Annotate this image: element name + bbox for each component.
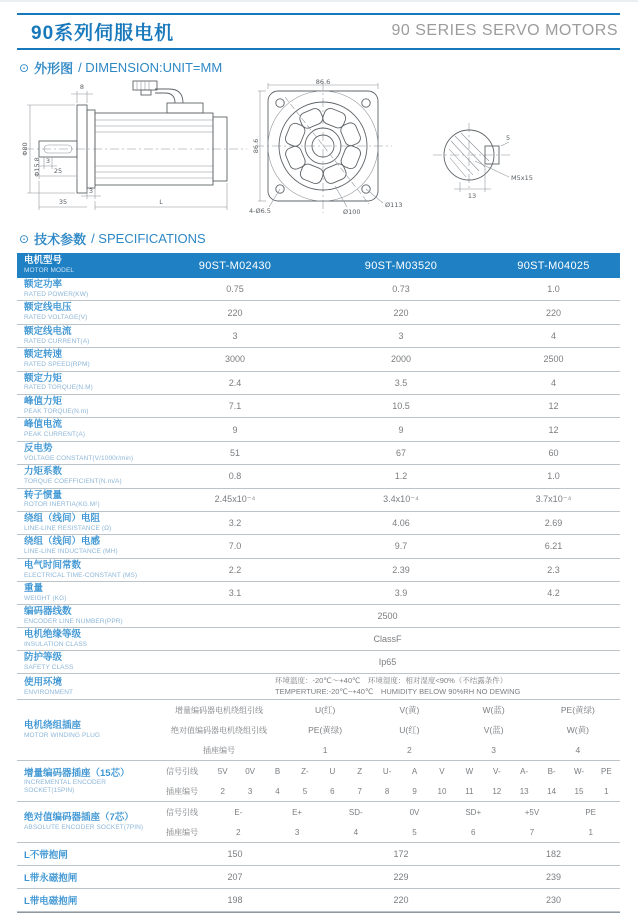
winding-lead: U(红) xyxy=(314,705,336,716)
signal-name: 0V xyxy=(409,807,420,817)
pin-number: 8 xyxy=(384,786,390,796)
spec-label-cn: 编码器线数 xyxy=(24,606,72,618)
spec-value: 3.9 xyxy=(394,588,408,599)
absolute-signal-row xyxy=(155,802,620,822)
spec-row-rated-speed xyxy=(17,348,620,371)
pin-number: 5 xyxy=(412,827,417,837)
spec-value: 2.45x10⁻⁴ xyxy=(214,494,256,505)
pin-number: 3 xyxy=(247,786,253,796)
absolute-pin-row xyxy=(155,822,620,842)
spec-label-en: ENCODER LINE NUMBER(PPR) xyxy=(24,618,123,626)
spec-label-en: SAFETY CLASS xyxy=(24,664,74,672)
spec-value: 10.5 xyxy=(392,401,410,412)
winding-row-pin-numbers xyxy=(155,740,620,760)
signal-name: E+ xyxy=(292,807,303,817)
section-dimension-heading xyxy=(19,58,620,77)
spec-label-en: ENVIRONMENT xyxy=(24,688,74,696)
spec-row-winding-plug xyxy=(17,700,620,761)
signal-name: SD- xyxy=(348,807,363,817)
dia-100-label: Ø100 xyxy=(343,208,361,216)
model-name: 90ST-M04025 xyxy=(517,259,590,272)
signal-name: 0V xyxy=(245,766,255,776)
spec-label-en: PEAK TORQUE(N.m) xyxy=(24,407,89,415)
length-row-no-brake xyxy=(17,843,620,866)
pin-number: 7 xyxy=(529,827,535,837)
spec-label-cn: 转子惯量 xyxy=(24,489,63,501)
spec-value: 3.1 xyxy=(228,588,242,599)
spec-label-cn: 峰值电流 xyxy=(24,419,63,431)
spec-label-en: RATED POWER(KW) xyxy=(24,290,89,298)
signal-name: U- xyxy=(382,766,392,776)
environment-conditions xyxy=(155,676,620,698)
spec-value-merged: Ip65 xyxy=(378,657,397,668)
spec-value: 0.73 xyxy=(392,284,410,295)
spec-label-en: VOLTAGE CONSTANT(V/1000r/min) xyxy=(24,454,134,462)
spec-label-cn: 力矩系数 xyxy=(24,466,63,478)
spec-value: 0.8 xyxy=(228,471,242,482)
signal-name: Z- xyxy=(301,766,309,776)
spec-row-rated-current xyxy=(17,325,620,348)
page-title-cn: 90系列伺服电机 xyxy=(31,22,175,44)
spec-row-insulation-class xyxy=(17,628,620,651)
spec-value: 1.0 xyxy=(547,471,560,482)
signal-row-label: 信号引线 xyxy=(166,766,198,776)
spec-row-line-inductance xyxy=(17,535,620,558)
dim-dia80-label: Φ80 xyxy=(21,142,29,156)
spec-value-merged: 2500 xyxy=(377,611,398,622)
length-value: 207 xyxy=(227,872,243,883)
spec-row-peak-torque xyxy=(17,395,620,418)
spec-row-rated-power xyxy=(17,278,620,301)
length-value: 150 xyxy=(227,849,243,860)
spec-value: 220 xyxy=(545,307,562,318)
spec-label-en: LINE-LINE INDUCTANCE (MH) xyxy=(24,548,118,556)
signal-row-label: 信号引线 xyxy=(166,807,198,817)
signal-name: A- xyxy=(520,766,529,776)
spec-label-cn: 绕组（线间）电阻 xyxy=(24,512,101,524)
spec-value: 4.2 xyxy=(547,588,560,599)
dim-dia15-label: Φ15.8 xyxy=(33,157,41,177)
spec-row-rotor-inertia xyxy=(17,489,620,512)
dim-3b-label: 3 xyxy=(88,187,94,195)
pin-number: 7 xyxy=(357,786,362,796)
pin-number: 14 xyxy=(547,786,557,796)
pin-number: 11 xyxy=(465,786,474,796)
pin-number: 6 xyxy=(330,786,335,796)
spec-value: 2.3 xyxy=(547,564,560,575)
signal-name: W xyxy=(465,766,474,776)
spec-label-en: RATED CURRENT(A) xyxy=(24,337,90,345)
spec-label-cn: 防护等级 xyxy=(24,652,63,664)
spec-row-absolute-socket xyxy=(17,802,620,843)
signal-name: V- xyxy=(492,766,501,776)
spec-label-cn: 绕组（线间）电感 xyxy=(24,536,101,548)
signal-name: 5V xyxy=(217,766,228,776)
signal-name: PE xyxy=(601,766,612,776)
spec-label-cn: 额定功率 xyxy=(24,279,63,290)
section-specs-heading xyxy=(19,229,620,248)
spec-label-en: ROTOR INERTIA(KG.M²) xyxy=(24,501,100,509)
winding-pin: 4 xyxy=(575,745,581,756)
spec-label-en: PEAK CURRENT(A) xyxy=(24,431,86,439)
specifications-table xyxy=(17,253,620,913)
pin-number: 1 xyxy=(604,786,609,796)
spec-value: 6.21 xyxy=(544,541,563,552)
spec-value: 4 xyxy=(550,330,556,341)
spec-row-encoder-lines xyxy=(17,605,620,628)
winding-pin: 2 xyxy=(407,745,412,756)
model-name: 90ST-M03520 xyxy=(364,259,438,272)
length-value: 230 xyxy=(545,895,562,906)
winding-pin: 1 xyxy=(322,745,328,756)
signal-name: SD+ xyxy=(465,807,482,817)
spec-row-rated-voltage xyxy=(17,301,620,324)
spec-label-cn: 额定线电压 xyxy=(24,302,72,314)
spec-value: 3 xyxy=(232,330,238,341)
tap-label: M5x15 xyxy=(511,174,533,182)
spec-label-en: RATED VOLTAGE(V) xyxy=(24,314,88,322)
spec-row-safety-class xyxy=(17,651,620,674)
length-row-permanent-magnet-brake xyxy=(17,866,620,889)
spec-label-en: RATED TORQUE(N.M) xyxy=(24,384,93,392)
page-scan-edge xyxy=(0,0,638,2)
page-title-en: 90 SERIES SERVO MOTORS xyxy=(391,22,618,39)
signal-name: W- xyxy=(573,766,585,776)
winding-lead: W(蓝) xyxy=(482,705,505,716)
spec-value: 3 xyxy=(398,330,404,341)
winding-lead: PE(黄绿) xyxy=(560,705,595,716)
length-value: 229 xyxy=(393,872,409,883)
pin-number: 4 xyxy=(275,786,280,796)
spec-value: 2.4 xyxy=(228,377,242,388)
key-13-label: 13 xyxy=(467,192,477,200)
section-specs-en: / SPECIFICATIONS xyxy=(91,231,206,246)
spec-value: 60 xyxy=(548,447,559,458)
winding-row-label: 绝对值编码器电机绕组引线 xyxy=(171,725,267,735)
length-row-label: L不带抱闸 xyxy=(24,850,68,862)
key-5-label: 5 xyxy=(506,134,511,142)
spec-label-cn: 重量 xyxy=(24,583,44,595)
spec-value: 7.0 xyxy=(228,541,242,552)
pin-number: 5 xyxy=(302,786,308,796)
spec-row-line-resistance xyxy=(17,512,620,535)
incremental-pin-row xyxy=(155,781,620,801)
winding-row-label: 增量编码器电机绕组引线 xyxy=(175,705,263,715)
spec-value: 9.7 xyxy=(394,541,408,552)
spec-value: 1.0 xyxy=(547,284,560,295)
spec-value: 3.4x10⁻⁴ xyxy=(383,494,419,505)
dim-86-left-label: 86.6 xyxy=(252,138,260,154)
spec-label-cn: 绝对值编码器插座（7芯） xyxy=(24,812,134,824)
spec-value: 12 xyxy=(548,401,559,412)
spec-label-en: INSULATION CLASS xyxy=(24,641,88,649)
spec-row-torque-coefficient xyxy=(17,465,620,488)
environment-line-en: TEMPERTURE:-20℃~+40℃ HUMIDITY BELOW 90%RH NO DEWING xyxy=(275,686,521,696)
pin-number: 2 xyxy=(236,827,241,837)
dim-35-label: 35 xyxy=(58,198,68,206)
spec-value: 3.2 xyxy=(228,518,242,529)
winding-lead: V(黄) xyxy=(399,705,420,716)
spec-value: 9 xyxy=(232,424,238,435)
pin-number: 10 xyxy=(437,786,447,796)
dim-86-top-label: 86.6 xyxy=(315,79,331,86)
spec-label-en: MOTOR WINDING PLUG xyxy=(24,732,101,740)
spec-value: 12 xyxy=(548,424,559,435)
spec-value: 4.06 xyxy=(392,518,410,529)
spec-value: 2000 xyxy=(390,354,412,365)
spec-value: 4 xyxy=(550,377,556,388)
catalog-page xyxy=(0,13,638,913)
spec-value: 51 xyxy=(229,447,240,458)
model-name: 90ST-M02430 xyxy=(198,259,272,272)
incremental-signal-row xyxy=(155,761,620,781)
spec-value: 2.39 xyxy=(392,564,410,575)
winding-pin: 3 xyxy=(491,745,496,756)
dia-113-label: Ø113 xyxy=(385,201,403,209)
spec-label-cn: 使用环境 xyxy=(24,676,63,688)
pin-number: 6 xyxy=(471,827,476,837)
section-specs-cn: 技术参数 xyxy=(34,232,87,247)
signal-name: +5V xyxy=(524,807,540,817)
holes-label: 4-Ø6.5 xyxy=(249,207,271,215)
spec-row-incremental-socket xyxy=(17,761,620,802)
winding-row-incremental-leads xyxy=(155,700,620,720)
bullet-icon: ⊙ xyxy=(19,231,30,246)
spec-label-en: ABSOLUTE ENCODER SOCKET(7PIN) xyxy=(24,824,144,832)
spec-label-cn: 额定力矩 xyxy=(24,372,63,384)
signal-name: U xyxy=(329,766,336,776)
pin-row-label: 插座编号 xyxy=(166,786,198,796)
bullet-icon: ⊙ xyxy=(19,60,30,75)
header-label-en: MOTOR MODEL xyxy=(24,267,75,275)
length-value: 239 xyxy=(545,872,562,883)
pin-number: 12 xyxy=(492,786,502,796)
spec-value: 0.75 xyxy=(226,284,244,295)
signal-name: PE xyxy=(585,807,596,817)
spec-value: 2.69 xyxy=(544,518,563,529)
spec-label-cn: 电机绕组插座 xyxy=(24,720,82,732)
length-value: 172 xyxy=(393,849,409,860)
signal-name: Z xyxy=(357,766,363,776)
spec-value: 3.7x10⁻⁴ xyxy=(535,494,572,505)
length-row-electromagnetic-brake xyxy=(17,889,620,912)
spec-label-cn: 电气时间常数 xyxy=(24,559,82,571)
section-dimension-cn: 外形图 xyxy=(34,61,74,76)
section-dimension-en: / DIMENSION:UNIT=MM xyxy=(78,60,223,75)
header-label-cn: 电机型号 xyxy=(24,255,63,267)
spec-row-weight xyxy=(17,582,620,605)
spec-label-cn: 峰值力矩 xyxy=(24,395,63,407)
signal-name: A xyxy=(411,766,418,776)
spec-value: 67 xyxy=(395,447,406,458)
spec-label-cn: 反电势 xyxy=(24,442,53,454)
spec-label-cn: 增量编码器插座（15芯） xyxy=(24,767,130,779)
pin-number: 4 xyxy=(353,827,359,837)
page-header xyxy=(17,13,620,50)
pin-number: 2 xyxy=(220,786,225,796)
spec-label-en: ELECTRICAL TIME-CONSTANT (MS) xyxy=(24,571,138,579)
spec-value: 220 xyxy=(393,307,409,318)
winding-lead: PE(黄绿) xyxy=(308,725,343,736)
spec-label-en: INCREMENTAL ENCODER SOCKET(15PIN) xyxy=(24,779,107,794)
dimension-drawing xyxy=(17,79,620,221)
pin-number: 15 xyxy=(574,786,584,796)
spec-value: 220 xyxy=(227,307,243,318)
signal-name: V xyxy=(439,766,445,776)
signal-name: B xyxy=(274,766,281,776)
winding-row-absolute-leads xyxy=(155,720,620,740)
pin-number: 3 xyxy=(294,827,300,837)
dim-8-label: 8 xyxy=(79,83,85,91)
length-row-label: L带电磁抱闸 xyxy=(24,896,78,908)
spec-row-environment xyxy=(17,674,620,700)
spec-value: 2.2 xyxy=(228,564,242,575)
spec-label-en: WEIGHT (KG) xyxy=(24,595,67,602)
length-value: 220 xyxy=(393,895,409,906)
winding-lead: W(黄) xyxy=(566,725,589,736)
signal-name: B- xyxy=(547,766,556,776)
spec-value: 1.2 xyxy=(394,471,408,482)
dim-3a-label: 3 xyxy=(45,157,51,165)
spec-value: 3.5 xyxy=(394,377,408,388)
length-row-label: L带永磁抱闸 xyxy=(24,873,78,885)
environment-line-cn: 环境温度：-20℃～+40℃ 环境湿度：相对湿度<90%（不结露条件） xyxy=(275,676,508,686)
spec-value: 7.1 xyxy=(228,401,242,412)
length-value: 198 xyxy=(227,895,243,906)
spec-label-cn: 额定转速 xyxy=(24,349,63,361)
dim-25-label: 25 xyxy=(53,167,63,175)
dim-L-label: L xyxy=(159,198,163,206)
spec-label-cn: 额定线电流 xyxy=(24,325,72,337)
pin-number: 1 xyxy=(588,827,593,837)
winding-lead: V(蓝) xyxy=(483,725,504,736)
spec-row-rated-torque xyxy=(17,372,620,395)
spec-value: 3000 xyxy=(224,354,246,365)
winding-lead: U(红) xyxy=(399,725,420,736)
signal-name: E- xyxy=(234,807,243,817)
pin-number: 13 xyxy=(519,786,529,796)
motor-dimension-svg xyxy=(17,79,619,219)
pin-number: 9 xyxy=(412,786,417,796)
winding-row-label: 插座编号 xyxy=(203,745,235,755)
spec-label-cn: 电机绝缘等级 xyxy=(24,629,82,641)
spec-value: 9 xyxy=(398,424,404,435)
spec-row-back-emf xyxy=(17,442,620,465)
spec-value: 2500 xyxy=(543,354,564,365)
spec-label-en: LINE-LINE RESISTANCE (Ω) xyxy=(24,524,112,532)
length-value: 182 xyxy=(545,849,562,860)
spec-row-time-constant xyxy=(17,559,620,582)
spec-value-merged: ClassF xyxy=(373,634,402,645)
table-header-row xyxy=(17,253,620,278)
spec-label-en: RATED SPEED(RPM) xyxy=(24,361,90,369)
spec-row-peak-current xyxy=(17,418,620,441)
spec-label-en: TORQUE COEFFICIENT(N.m/A) xyxy=(24,478,122,486)
pin-row-label: 插座编号 xyxy=(166,827,198,837)
